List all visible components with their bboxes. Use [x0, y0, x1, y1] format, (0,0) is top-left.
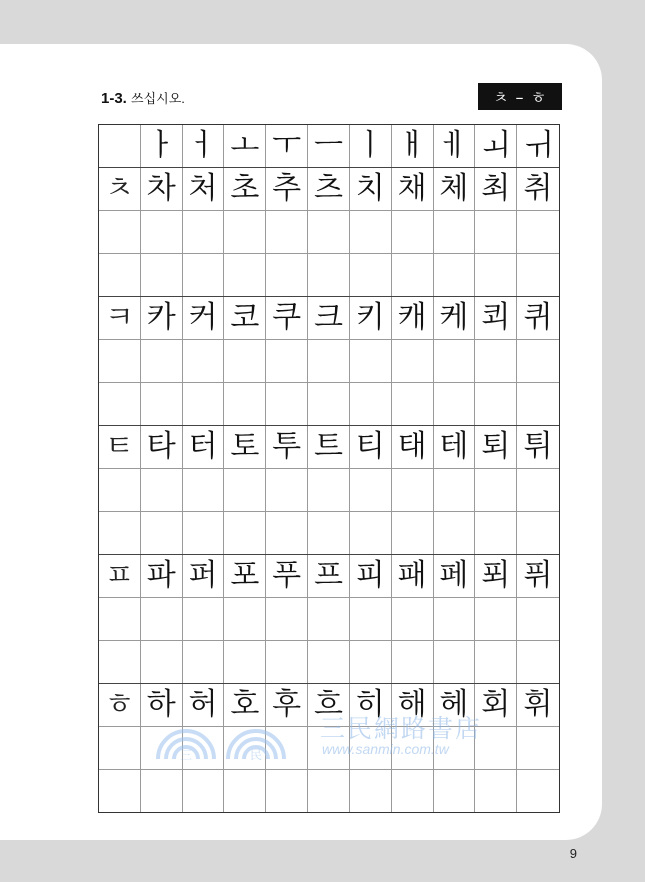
syllable-cell: 투 [266, 426, 308, 468]
practice-cell[interactable] [183, 254, 225, 296]
practice-cell[interactable] [141, 211, 183, 253]
practice-cell[interactable] [434, 340, 476, 382]
practice-cell[interactable] [308, 512, 350, 554]
practice-cell[interactable] [392, 469, 434, 511]
practice-cell[interactable] [224, 383, 266, 425]
practice-row [99, 383, 559, 426]
practice-cell[interactable] [434, 727, 476, 769]
consonant-cell: ㅍ [99, 555, 141, 597]
practice-cell[interactable] [434, 383, 476, 425]
practice-cell[interactable] [141, 641, 183, 683]
syllable-cell: 태 [392, 426, 434, 468]
practice-cell[interactable] [308, 469, 350, 511]
syllable-row [99, 297, 559, 340]
practice-cell[interactable] [266, 383, 308, 425]
practice-cell[interactable] [99, 727, 141, 769]
practice-cell[interactable] [475, 641, 517, 683]
syllable-cell: 크 [308, 297, 350, 339]
syllable-row [99, 168, 559, 211]
syllable-cell: 회 [475, 684, 517, 726]
practice-cell[interactable] [99, 598, 141, 640]
practice-cell[interactable] [475, 211, 517, 253]
practice-cell[interactable] [392, 598, 434, 640]
practice-cell[interactable] [308, 211, 350, 253]
practice-cell[interactable] [517, 641, 559, 683]
practice-cell[interactable] [99, 340, 141, 382]
practice-cell[interactable] [224, 254, 266, 296]
syllable-cell: 차 [141, 168, 183, 210]
exercise-title [101, 88, 185, 107]
practice-cell[interactable] [392, 512, 434, 554]
vowel-cell: ㅟ [523, 128, 553, 163]
syllable-cell: 캐 [392, 297, 434, 339]
practice-cell[interactable] [183, 211, 225, 253]
exercise-number: 1-3. [101, 90, 127, 107]
practice-cell[interactable] [434, 641, 476, 683]
practice-cell[interactable] [308, 383, 350, 425]
vowel-cell: ㅗ [224, 125, 266, 167]
syllable-cell: 카 [141, 297, 183, 339]
practice-cell[interactable] [517, 254, 559, 296]
practice-cell[interactable] [475, 383, 517, 425]
practice-cell[interactable] [183, 641, 225, 683]
syllable-cell: 토 [224, 426, 266, 468]
practice-cell[interactable] [517, 598, 559, 640]
practice-cell[interactable] [183, 770, 225, 812]
practice-cell[interactable] [224, 598, 266, 640]
vowel-cell: ㅓ [183, 125, 225, 167]
consonant-cell: ㅋ [99, 297, 141, 339]
practice-cell[interactable] [308, 770, 350, 812]
practice-row [99, 598, 559, 641]
range-badge: ㅊ – ㅎ [478, 83, 562, 110]
practice-cell[interactable] [517, 727, 559, 769]
practice-cell[interactable] [392, 770, 434, 812]
practice-cell[interactable] [517, 512, 559, 554]
syllable-cell: 쿠 [266, 297, 308, 339]
practice-row [99, 770, 559, 812]
practice-cell[interactable] [141, 770, 183, 812]
practice-cell[interactable] [350, 727, 392, 769]
practice-row [99, 340, 559, 383]
syllable-cell: 퀴 [523, 300, 553, 335]
practice-cell[interactable] [350, 641, 392, 683]
practice-cell[interactable] [266, 512, 308, 554]
vowel-cell: ㅚ [475, 125, 517, 167]
syllable-cell: 흐 [308, 684, 350, 726]
syllable-cell: 추 [266, 168, 308, 210]
practice-cell[interactable] [475, 727, 517, 769]
practice-cell[interactable] [266, 340, 308, 382]
syllable-cell: 호 [224, 684, 266, 726]
practice-cell[interactable] [350, 254, 392, 296]
vowel-cell: ㅔ [434, 125, 476, 167]
syllable-row [99, 684, 559, 727]
practice-cell[interactable] [392, 254, 434, 296]
practice-cell[interactable] [350, 770, 392, 812]
practice-cell[interactable] [224, 340, 266, 382]
practice-cell[interactable] [141, 512, 183, 554]
watermark-logo-left: 三 [179, 748, 193, 762]
syllable-cell: 터 [183, 426, 225, 468]
practice-cell[interactable] [141, 469, 183, 511]
practice-cell[interactable] [224, 469, 266, 511]
practice-cell[interactable] [266, 770, 308, 812]
practice-cell[interactable] [392, 641, 434, 683]
practice-row [99, 469, 559, 512]
practice-cell[interactable] [141, 727, 183, 769]
syllable-cell: 코 [224, 297, 266, 339]
practice-cell[interactable] [350, 512, 392, 554]
practice-cell[interactable] [392, 211, 434, 253]
syllable-cell: 채 [392, 168, 434, 210]
practice-row [99, 727, 559, 770]
practice-cell[interactable] [266, 641, 308, 683]
syllable-cell: 쾨 [475, 297, 517, 339]
practice-row [99, 641, 559, 684]
practice-cell[interactable] [350, 211, 392, 253]
syllable-cell: 트 [308, 426, 350, 468]
syllable-cell: 츠 [308, 168, 350, 210]
practice-cell[interactable] [392, 340, 434, 382]
practice-cell[interactable] [350, 383, 392, 425]
vowel-cell: ㅡ [308, 125, 350, 167]
syllable-cell: 체 [434, 168, 476, 210]
syllable-cell: 테 [434, 426, 476, 468]
practice-cell[interactable] [266, 211, 308, 253]
practice-cell[interactable] [350, 469, 392, 511]
practice-cell[interactable] [475, 512, 517, 554]
vowel-header-row [99, 125, 559, 168]
practice-cell[interactable] [517, 383, 559, 425]
syllable-row [99, 555, 559, 598]
vowel-cell: ㅏ [141, 125, 183, 167]
practice-cell[interactable] [475, 770, 517, 812]
syllable-cell: 취 [523, 171, 553, 206]
syllable-cell: 퓌 [523, 558, 553, 593]
practice-cell[interactable] [392, 727, 434, 769]
practice-cell[interactable] [183, 512, 225, 554]
practice-cell[interactable] [434, 254, 476, 296]
practice-cell[interactable] [266, 727, 308, 769]
consonant-cell: ㅊ [99, 168, 141, 210]
practice-cell[interactable] [224, 641, 266, 683]
practice-cell[interactable] [224, 211, 266, 253]
practice-cell[interactable] [434, 469, 476, 511]
practice-row [99, 254, 559, 297]
syllable-cell: 허 [183, 684, 225, 726]
practice-cell[interactable] [308, 727, 350, 769]
practice-cell[interactable] [99, 211, 141, 253]
practice-cell[interactable] [517, 340, 559, 382]
syllable-cell: 처 [183, 168, 225, 210]
practice-cell[interactable] [141, 254, 183, 296]
practice-cell[interactable] [308, 254, 350, 296]
syllable-cell: 피 [350, 555, 392, 597]
corner-cell [99, 125, 141, 167]
watermark-logo-right: 民 [249, 748, 263, 762]
syllable-cell: 커 [183, 297, 225, 339]
syllable-cell: 퍼 [183, 555, 225, 597]
practice-cell[interactable] [475, 469, 517, 511]
practice-row [99, 512, 559, 555]
syllable-row [99, 426, 559, 469]
practice-cell[interactable] [434, 598, 476, 640]
practice-cell[interactable] [434, 770, 476, 812]
syllable-cell: 후 [266, 684, 308, 726]
watermark-url: www.sanmin.com.tw [322, 741, 449, 757]
watermark-name: 三民網路書店 [320, 714, 483, 743]
syllable-cell: 최 [475, 168, 517, 210]
syllable-cell: 히 [350, 684, 392, 726]
practice-cell[interactable] [517, 469, 559, 511]
practice-cell[interactable] [266, 469, 308, 511]
practice-cell[interactable] [350, 340, 392, 382]
practice-cell[interactable] [99, 469, 141, 511]
practice-cell[interactable] [308, 598, 350, 640]
syllable-cell: 페 [434, 555, 476, 597]
practice-cell[interactable] [183, 598, 225, 640]
syllable-cell: 키 [350, 297, 392, 339]
practice-cell[interactable] [434, 211, 476, 253]
syllable-cell: 휘 [523, 687, 553, 722]
practice-cell[interactable] [475, 340, 517, 382]
syllable-cell: 티 [350, 426, 392, 468]
syllable-cell: 타 [141, 426, 183, 468]
practice-cell[interactable] [266, 598, 308, 640]
practice-cell[interactable] [141, 383, 183, 425]
practice-cell[interactable] [475, 254, 517, 296]
practice-cell[interactable] [141, 340, 183, 382]
practice-cell[interactable] [434, 512, 476, 554]
syllable-cell: 퇴 [475, 426, 517, 468]
practice-cell[interactable] [350, 598, 392, 640]
practice-cell[interactable] [224, 727, 266, 769]
practice-cell[interactable] [224, 512, 266, 554]
practice-cell[interactable] [475, 598, 517, 640]
practice-cell[interactable] [392, 383, 434, 425]
practice-cell[interactable] [141, 598, 183, 640]
practice-cell[interactable] [99, 254, 141, 296]
practice-cell[interactable] [99, 641, 141, 683]
practice-cell[interactable] [183, 383, 225, 425]
writing-grid [98, 124, 560, 813]
syllable-cell: 푀 [475, 555, 517, 597]
practice-row [99, 211, 559, 254]
practice-cell[interactable] [183, 727, 225, 769]
practice-cell[interactable] [308, 641, 350, 683]
syllable-cell: 헤 [434, 684, 476, 726]
syllable-cell: 치 [350, 168, 392, 210]
syllable-cell: 프 [308, 555, 350, 597]
syllable-cell: 케 [434, 297, 476, 339]
consonant-cell: ㅎ [99, 684, 141, 726]
practice-cell[interactable] [99, 383, 141, 425]
consonant-cell: ㅌ [99, 426, 141, 468]
vowel-cell: ㅣ [350, 125, 392, 167]
practice-cell[interactable] [517, 770, 559, 812]
syllable-cell: 해 [392, 684, 434, 726]
practice-cell[interactable] [99, 512, 141, 554]
syllable-cell: 초 [224, 168, 266, 210]
practice-cell[interactable] [266, 254, 308, 296]
syllable-cell: 푸 [266, 555, 308, 597]
practice-cell[interactable] [99, 770, 141, 812]
vowel-cell: ㅜ [266, 125, 308, 167]
exercise-instruction: 쓰십시오. [131, 91, 185, 106]
syllable-cell: 패 [392, 555, 434, 597]
practice-cell[interactable] [183, 469, 225, 511]
practice-cell[interactable] [517, 211, 559, 253]
syllable-cell: 튀 [523, 429, 553, 464]
practice-cell[interactable] [308, 340, 350, 382]
practice-cell[interactable] [224, 770, 266, 812]
vowel-cell: ㅐ [392, 125, 434, 167]
page-number: 9 [569, 846, 577, 861]
syllable-cell: 포 [224, 555, 266, 597]
syllable-cell: 파 [141, 555, 183, 597]
syllable-cell: 하 [141, 684, 183, 726]
practice-cell[interactable] [183, 340, 225, 382]
